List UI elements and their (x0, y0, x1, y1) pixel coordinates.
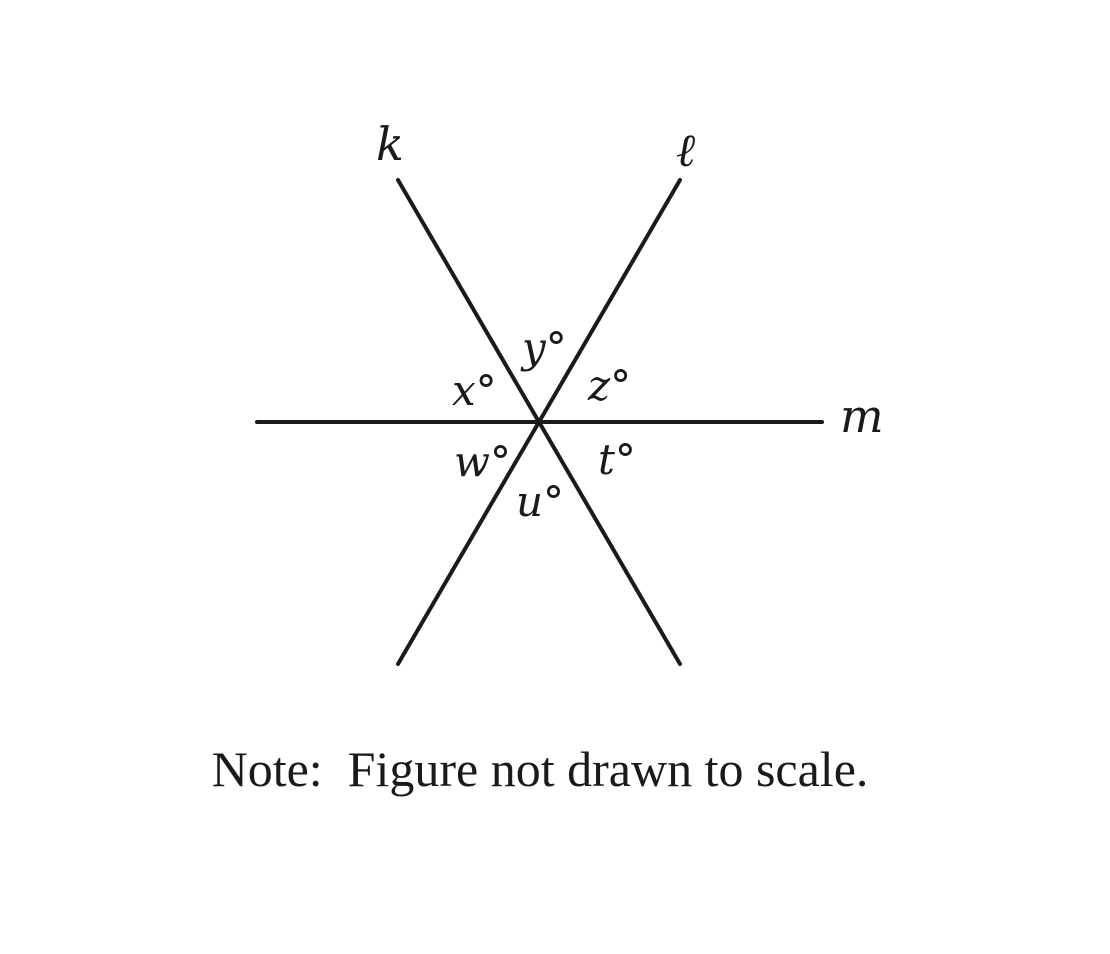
angle-w-label: w° (454, 437, 511, 486)
angle-t-label: t° (598, 435, 636, 484)
line-k-label: k (376, 117, 404, 171)
angle-y-label: y° (522, 323, 567, 372)
angle-x-label: x° (452, 366, 497, 415)
figure-note: Note: Figure not drawn to scale. (211, 741, 869, 797)
line-m-label: m (840, 389, 884, 443)
angle-u-label: u° (516, 477, 565, 526)
angle-z-label: z° (588, 361, 632, 410)
line-l-label: ℓ (676, 123, 696, 177)
